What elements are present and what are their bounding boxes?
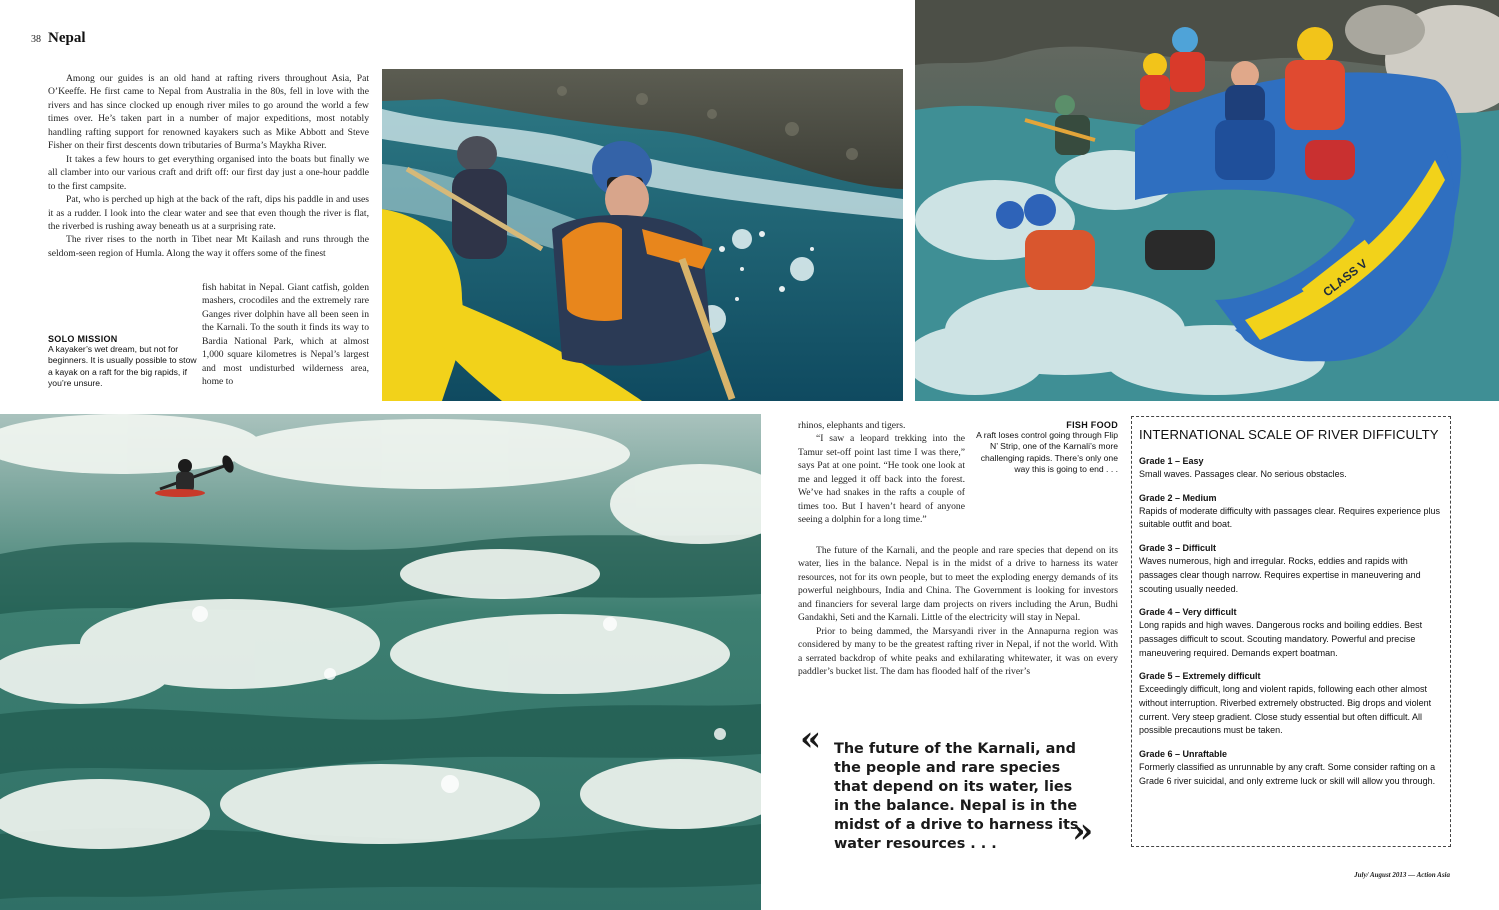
grade-1 bbox=[1139, 456, 1442, 482]
article-paragraph: The river rises to the north in Tibet near Mt Kailash and runs through the seldom-seen region of Humla. Along the way it offers some of the finest bbox=[48, 234, 369, 259]
grade-3 bbox=[1139, 543, 1442, 596]
article-column-2 bbox=[798, 544, 1118, 679]
grade-description: Exceedingly difficult, long and violent rapids, following each other almost without interruption. Riverbed extremely obstructed. Big drops and violent current. Very steep gradient. Close study essential but often difficult. All possible precautions must be taken. bbox=[1139, 684, 1432, 736]
scale-title: INTERNATIONAL SCALE OF RIVER DIFFICULTY bbox=[1139, 427, 1439, 442]
article-column-1-narrow bbox=[202, 281, 369, 389]
article-column-1 bbox=[48, 72, 369, 260]
section-title: Nepal bbox=[48, 30, 86, 46]
river-difficulty-box bbox=[1131, 416, 1451, 847]
article-paragraph: It takes a few hours to get everything organised into the boats but finally we all clamber into our various craft and drift off: our first day just a one-hour paddle to the first campsite. bbox=[48, 153, 369, 192]
grade-name: Grade 6 – Unraftable bbox=[1139, 749, 1228, 760]
photo-raft-flip bbox=[915, 0, 1499, 401]
photo-raft-splash bbox=[382, 69, 903, 401]
left-page-number: 38 bbox=[31, 34, 41, 45]
grade-description: Formerly classified as unrunnable by any craft. Some consider rafting on a Grade 6 river suicidal, and only extreme luck or skill will allow you through. bbox=[1139, 762, 1436, 786]
grade-2 bbox=[1139, 493, 1442, 532]
article-paragraph: Prior to being dammed, the Marsyandi river in the Annapurna region was considered by many to be the greatest rafting river in Nepal, if not the world. With a serrated backdrop of white peaks and exhilarating whitewater, it was on every paddler’s bucket list. The dam has flooded half of the river’s bbox=[798, 625, 1118, 678]
grade-description: Small waves. Passages clear. No serious obstacles. bbox=[1139, 469, 1347, 479]
page-footer: July/ August 2013 — Action Asia bbox=[1354, 871, 1450, 879]
caption-text: A raft loses control going through Flip N’ Strip, one of the Karnali’s more challenging rapids. There’s only one way this is going to end . . . bbox=[976, 430, 1118, 475]
caption-text: A kayaker’s wet dream, but not for beginners. It is usually possible to stow a kayak on a raft for the big rapids, if you’re unsure. bbox=[48, 344, 197, 389]
grade-6 bbox=[1139, 749, 1442, 788]
grade-name: Grade 2 – Medium bbox=[1139, 492, 1217, 503]
grade-name: Grade 5 – Extremely difficult bbox=[1139, 671, 1261, 682]
grade-description: Rapids of moderate difficulty with passages clear. Requires experience plus suitable outfit and boat. bbox=[1139, 505, 1440, 530]
raft-brand-label: CLASS V bbox=[1320, 256, 1370, 300]
caption-title: SOLO MISSION bbox=[48, 334, 118, 344]
article-paragraph: Pat, who is perched up high at the back of the raft, dips his paddle in and uses it as a rudder. I look into the clear water and see that even though the river is flat, the riverbed is rushing away beneath us at a surprising rate. bbox=[48, 194, 369, 232]
grade-4 bbox=[1139, 607, 1442, 660]
article-paragraph: fish habitat in Nepal. Giant catfish, golden mashers, crocodiles and the extremely rare Ganges river dolphin have all been seen in the Karnali. To the south it finds its way to Bardia National Park, which at almost 1,000 square kilometres is Nepal’s largest and most undisturbed wilderness area, home to bbox=[202, 282, 369, 388]
grade-description: Long rapids and high waves. Dangerous rocks and boiling eddies. Best passages difficult to scout. Scouting mandatory. Powerful and precise maneuvering required. Demands expert boatman. bbox=[1139, 620, 1423, 658]
pull-quote-open-mark: « bbox=[800, 719, 822, 759]
pull-quote bbox=[800, 719, 1120, 858]
grade-5 bbox=[1139, 671, 1442, 738]
grade-description: Waves numerous, high and irregular. Rocks, eddies and rapids with passages clear though narrow. Requires expertise in maneuvering and scouting usually needed. bbox=[1139, 556, 1421, 594]
caption-fish-food bbox=[972, 420, 1118, 476]
article-column-2-narrow bbox=[798, 419, 965, 527]
grade-name: Grade 1 – Easy bbox=[1139, 456, 1204, 466]
grade-name: Grade 4 – Very difficult bbox=[1139, 607, 1237, 618]
pull-quote-text: The future of the Karnali, and the people and rare species that depend on its water, lies in the balance. Nepal is in the midst of a drive to harness its water resources . . . bbox=[834, 741, 1079, 852]
grade-name: Grade 3 – Difficult bbox=[1139, 543, 1217, 554]
photo-kayaker-rapids bbox=[0, 414, 761, 910]
article-paragraph: Among our guides is an old hand at rafting rivers throughout Asia, Pat O’Keeffe. He first came to Nepal from Australia in the 80s, fell in love with the rivers and has since clocked up enough river miles to go around the world a few times over. He’s taken part in a number of major expeditions, most notably handling rafting support for renowned kayakers such as Mike Abbott and Steve Fisher on their first descents down tributaries of Burma’s Maykha River. bbox=[48, 73, 369, 152]
caption-solo-mission bbox=[48, 334, 198, 390]
pull-quote-close-mark: » bbox=[1072, 811, 1094, 851]
article-paragraph: “I saw a leopard trekking into the Tamur set-off point last time I was there,” says Pat at one point. “He took one look at me and legged it off back into the forest. We’ve had snakes in the rafts a couple of times too. But I haven’t heard of anyone seeing a dolphin for a long time.” bbox=[798, 433, 965, 526]
article-paragraph: The future of the Karnali, and the people and rare species that depend on its water, lies in the balance. Nepal is in the midst of a drive to harness its water resources, not for its own people, but to meet the exploding energy demands of its powerful neighbours, India and China. The Government is looking for investors and financiers for several large dam projects on rivers including the Arun, Budhi Gandakhi, Seti and the Karnali. Little of the electricity will stay in Nepal. bbox=[798, 545, 1118, 624]
caption-title: FISH FOOD bbox=[1066, 420, 1118, 430]
article-paragraph: rhinos, elephants and tigers. bbox=[798, 420, 906, 431]
